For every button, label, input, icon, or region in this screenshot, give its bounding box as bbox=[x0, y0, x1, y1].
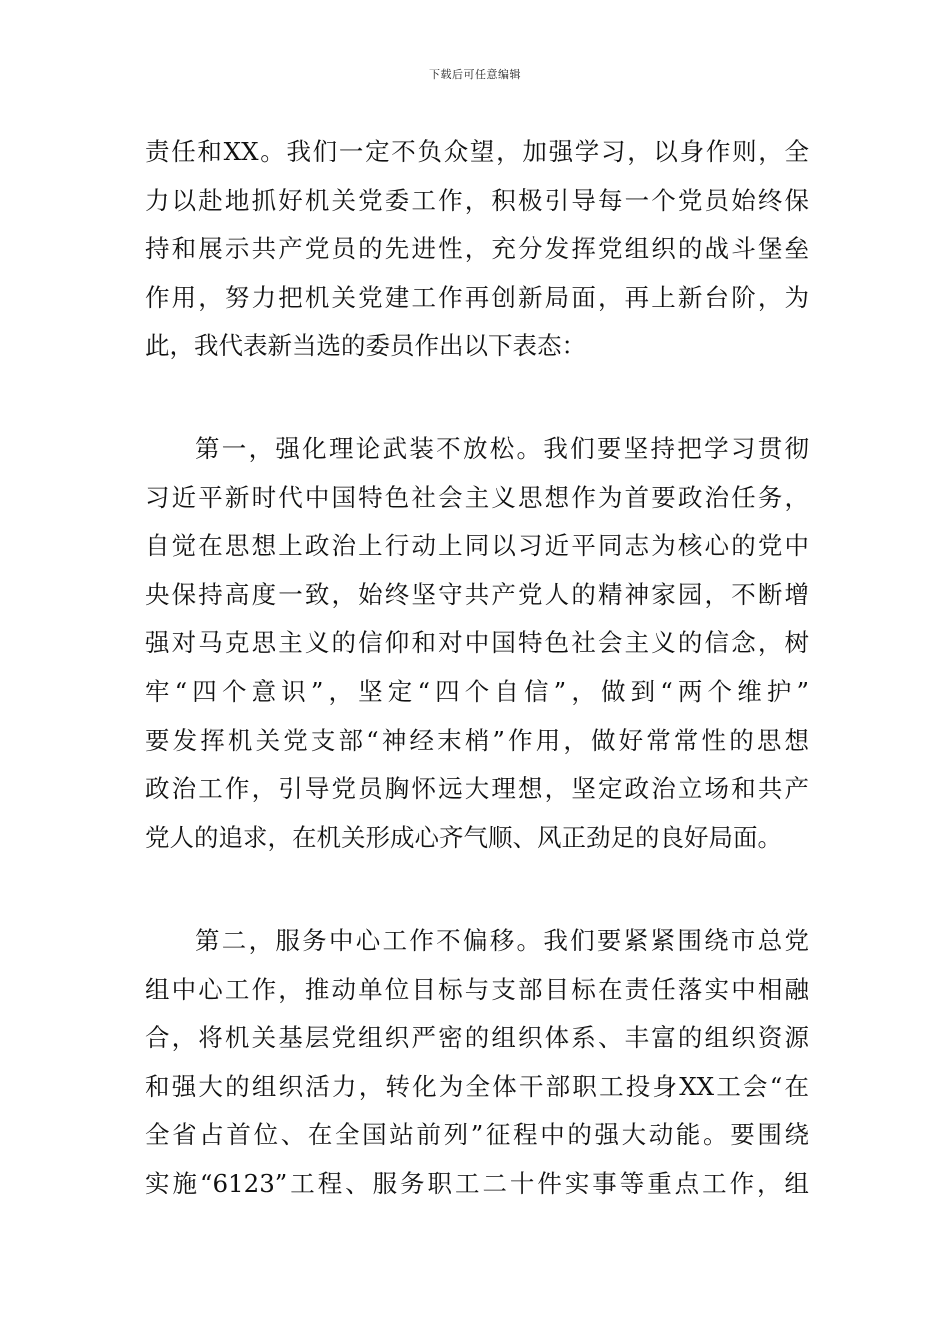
paragraph-line: 力以赴地抓好机关党委工作，积极引导每一个党员始终保 bbox=[145, 185, 809, 215]
paragraph-line: 自觉在思想上政治上行动上同以习近平同志为核心的党中 bbox=[145, 531, 809, 561]
paragraph-3 bbox=[145, 917, 809, 1209]
paragraph-line: 政治工作，引导党员胸怀远大理想，坚定政治立场和共产 bbox=[145, 774, 809, 804]
paragraph-line: 组中心工作，推动单位目标与支部目标在责任落实中相融 bbox=[145, 974, 809, 1004]
paragraph-line: 全省占首位、在全国站前列”征程中的强大动能。要围绕 bbox=[145, 1120, 809, 1150]
header-note: 下载后可任意编辑 bbox=[429, 68, 521, 81]
paragraph-line: 第二，服务中心工作不偏移。我们要紧紧围绕市总党 bbox=[195, 926, 809, 955]
paragraph-line: 党人的追求，在机关形成心齐气顺、风正劲足的良好局面。 bbox=[145, 822, 782, 852]
paragraph-1 bbox=[145, 128, 809, 371]
paragraph-line: 习近平新时代中国特色社会主义思想作为首要政治任务， bbox=[145, 482, 809, 512]
paragraph-line: 责任和XX。我们一定不负众望，加强学习，以身作则，全 bbox=[145, 137, 809, 166]
paragraph-line: 和强大的组织活力，转化为全体干部职工投身XX工会“在 bbox=[145, 1071, 809, 1101]
paragraph-2 bbox=[145, 425, 809, 862]
paragraph-line: 持和展示共产党员的先进性，充分发挥党组织的战斗堡垒 bbox=[145, 234, 809, 264]
paragraph-line: 要发挥机关党支部“神经末梢”作用，做好常常性的思想 bbox=[145, 725, 809, 755]
paragraph-line: 牢“四个意识”，坚定“四个自信”，做到“两个维护” bbox=[145, 676, 809, 706]
paragraph-line: 强对马克思主义的信仰和对中国特色社会主义的信念，树 bbox=[145, 628, 809, 658]
paragraph-line: 央保持高度一致，始终坚守共产党人的精神家园，不断增 bbox=[145, 579, 809, 609]
paragraph-line: 作用，努力把机关党建工作再创新局面，再上新台阶，为 bbox=[145, 282, 809, 312]
paragraph-line: 合，将机关基层党组织严密的组织体系、丰富的组织资源 bbox=[145, 1023, 809, 1053]
paragraph-line: 此，我代表新当选的委员作出以下表态： bbox=[145, 331, 586, 361]
paragraph-line: 第一，强化理论武装不放松。我们要坚持把学习贯彻 bbox=[195, 434, 809, 463]
paragraph-line: 实施“6123”工程、服务职工二十件实事等重点工作，组 bbox=[145, 1168, 809, 1198]
